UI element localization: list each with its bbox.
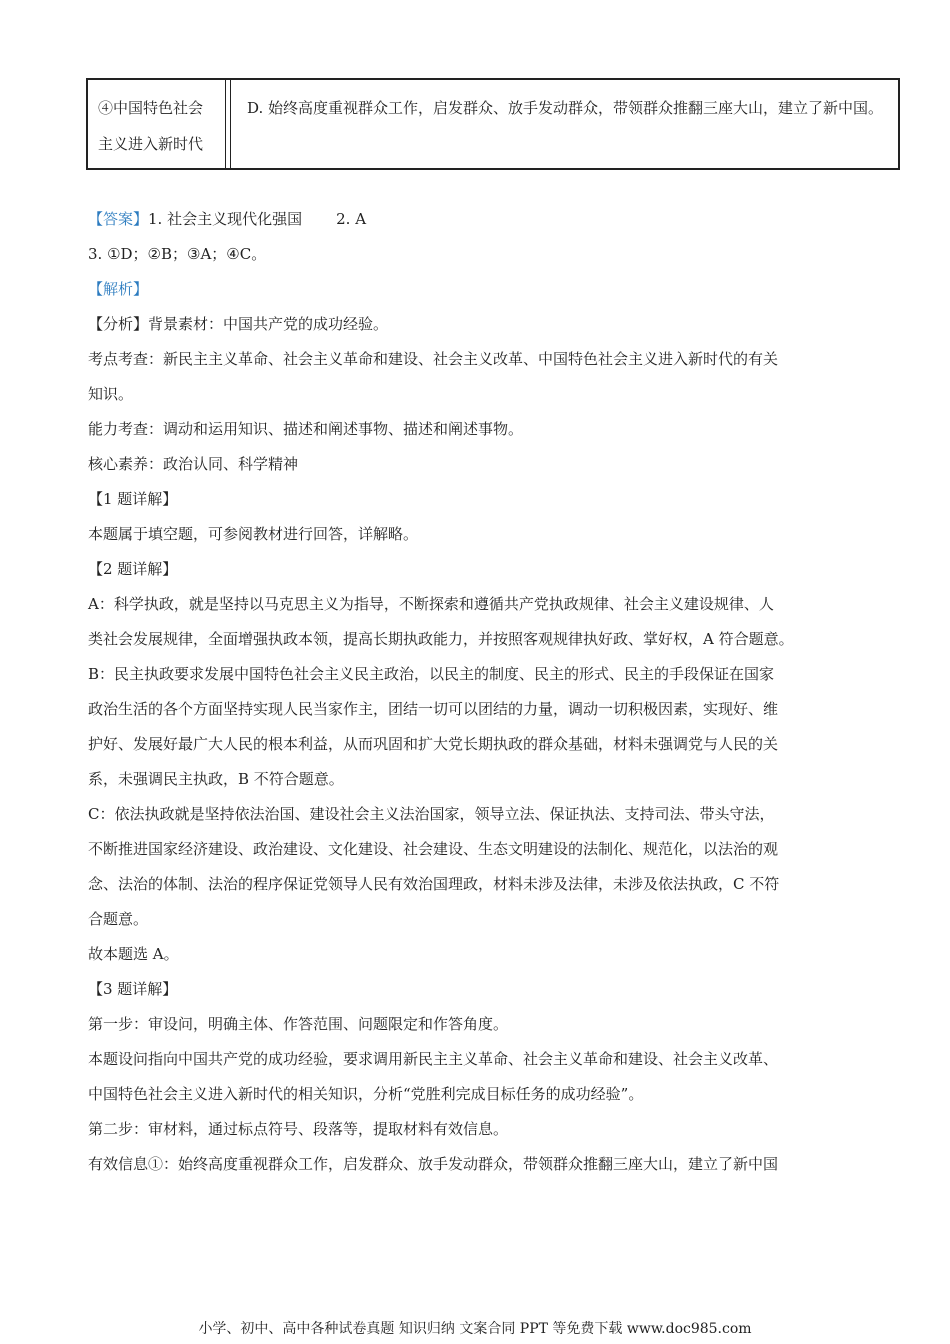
text-line: 政治生活的各个方面坚持实现人民当家作主，团结一切可以团结的力量，调动一切积极因素，实现好、维 [88,700,779,718]
text-line: 【分析】背景素材：中国共产党的成功经验。 [88,315,389,333]
text-line: B：民主执政要求发展中国特色社会主义民主政治，以民主的制度、民主的形式、民主的手段保证在国家 [88,665,775,683]
table-cell-period: ④中国特色社会主义进入新时代 [88,80,226,168]
text-line: 类社会发展规律，全面增强执政本领，提高长期执政能力，并按照客观规律执好政、掌好权，A 符合题意。 [88,630,794,648]
analysis-body [88,307,868,1182]
text-line: 本题设问指向中国共产党的成功经验，要求调用新民主主义革命、社会主义革命和建设、社会主义改革、 [88,1050,779,1068]
text-line: 第二步：审材料，通过标点符号、段落等，提取材料有效信息。 [88,1120,509,1138]
text-line: 合题意。 [88,910,149,928]
text-line: 有效信息①：始终高度重视群众工作，启发群众、放手发动群众，带领群众推翻三座大山，建立了新中国 [88,1155,779,1173]
text-line: 考点考查：新民主主义革命、社会主义革命和建设、社会主义改革、中国特色社会主义进入新时代的有关 [88,350,779,368]
page-footer: 小学、初中、高中各种试卷真题 知识归纳 文案合同 PPT 等免费下载 www.doc985.com [198,1321,752,1337]
section-heading: 【2 题详解】 [88,560,178,578]
text-line: 念、法治的体制、法治的程序保证党领导人民有效治国理政，材料未涉及法律，未涉及依法执政，C 不符 [88,875,780,893]
table-cell-experience: D. 始终高度重视群众工作，启发群众、放手发动群众，带领群众推翻三座大山，建立了新中国。 [230,80,898,168]
answer-content [88,202,868,1182]
answer-line [88,202,868,237]
text-line: 系，未强调民主执政，B 不符合题意。 [88,770,344,788]
text-line: 护好、发展好最广大人民的根本利益，从而巩固和扩大党长期执政的群众基础，材料未强调党与人民的关 [88,735,779,753]
text-line: 能力考查：调动和运用知识、描述和阐述事物、描述和阐述事物。 [88,420,524,438]
text-line: 核心素养：政治认同、科学精神 [88,455,299,473]
text-line: A：科学执政，就是坚持以马克思主义为指导，不断探索和遵循共产党执政规律、社会主义建设规律、人 [88,595,774,613]
answer-item-2: 2. A [336,210,367,228]
text-line: 故本题选 A。 [88,945,179,963]
text-line: 本题属于填空题，可参阅教材进行回答，详解略。 [88,525,419,543]
text-line: 中国特色社会主义进入新时代的相关知识，分析“党胜利完成目标任务的成功经验”。 [88,1085,644,1103]
text-line: 不断推进国家经济建设、政治建设、文化建设、社会建设、生态文明建设的法制化、规范化，以法治的观 [88,840,779,858]
section-heading: 【1 题详解】 [88,490,178,508]
text-line: 知识。 [88,385,134,403]
text-line: C：依法执政就是坚持依法治国、建设社会主义法治国家，领导立法、保证执法、支持司法、带头守法， [88,805,775,823]
text-line: 第一步：审设问，明确主体、作答范围、问题限定和作答角度。 [88,1015,509,1033]
section-heading: 【3 题详解】 [88,980,178,998]
option-table [86,78,900,170]
answer-item-3: 3. ①D；②B；③A；④C。 [88,245,267,263]
answer-item-1: 1. 社会主义现代化强国 [148,210,303,228]
analysis-label: 【解析】 [88,280,149,298]
answer-label: 【答案】 [88,210,149,228]
